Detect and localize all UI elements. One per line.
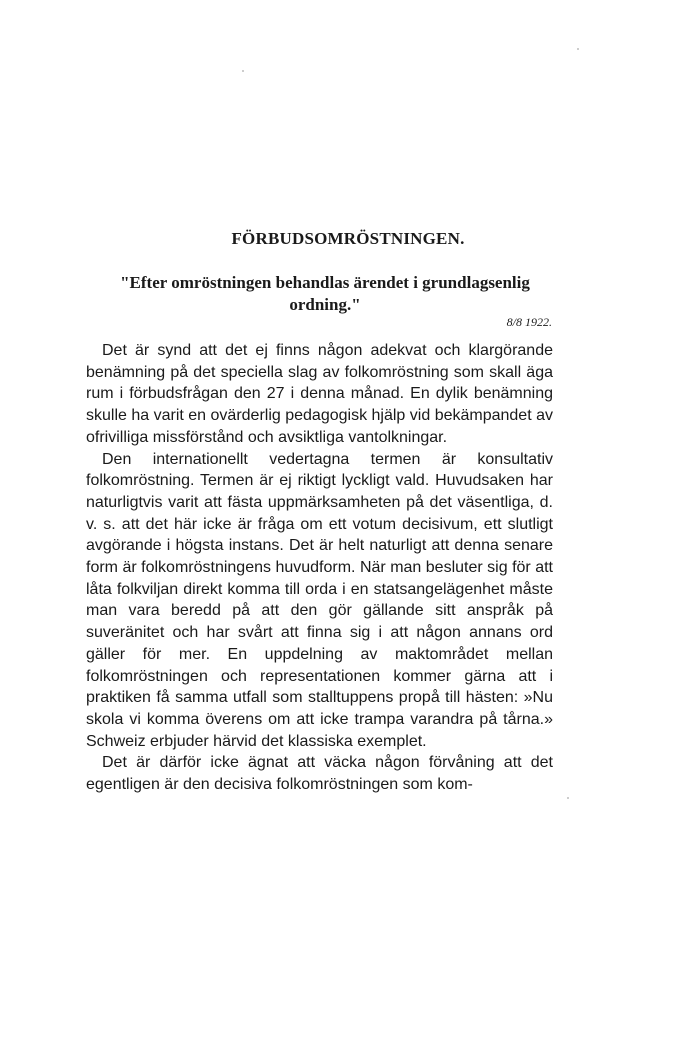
chapter-title: FÖRBUDSOMRÖSTNINGEN. [231, 229, 465, 248]
date-line: 8/8 1922. [506, 315, 552, 329]
paper-speck [577, 48, 579, 50]
paragraph: Det är synd att det ej finns någon adekvat och klargörande benämning på det speciella slag av folkomröstning som skall äga rum i förbudsfrågan den 27 i denna månad. En dylik benämning skulle ha varit en ovärderlig pedagogisk hjälp vid bekämpandet av ofrivilliga missförstånd och avsiktliga vantolkningar. [86, 342, 553, 446]
epigraph-quote: "Efter omröstningen behandlas ärendet i grundlagsenlig ordning." [120, 273, 530, 314]
paragraph: Den internationellt vedertagna termen är konsultativ folkomröstning. Termen är ej riktigt lyckligt vald. Huvudsaken har naturligtvis varit att fästa uppmärksamheten på det väsentliga, d. v. s. att det här icke är fråga om ett votum decisivum, ett slutligt avgörande i högsta instans. Det är helt naturligt att denna senare form är folkomröstningens huvudform. När man besluter sig för att låta folkviljan direkt komma till orda i en statsangelägenhet måste man vara beredd på att den gör gällande sitt anspråk på suveränitet och har svårt att finna sig i att någon annans ord gäller för mer. En uppdelning av maktområdet mellan folkomröstningen och representationen kommer gärna att i praktiken få samma utfall som stalltuppens propå till hästen: »Nu skola vi komma överens om att icke trampa varandra på tårna.» Schweiz erbjuder härvid det klassiska exemplet. [86, 450, 553, 750]
paragraph: Det är därför icke ägnat att väcka någon förvåning att det egentligen är den decisiva folkomröstningen som kom- [86, 754, 553, 794]
paper-speck [567, 797, 569, 799]
paper-speck [242, 70, 244, 72]
body-text [86, 340, 553, 796]
